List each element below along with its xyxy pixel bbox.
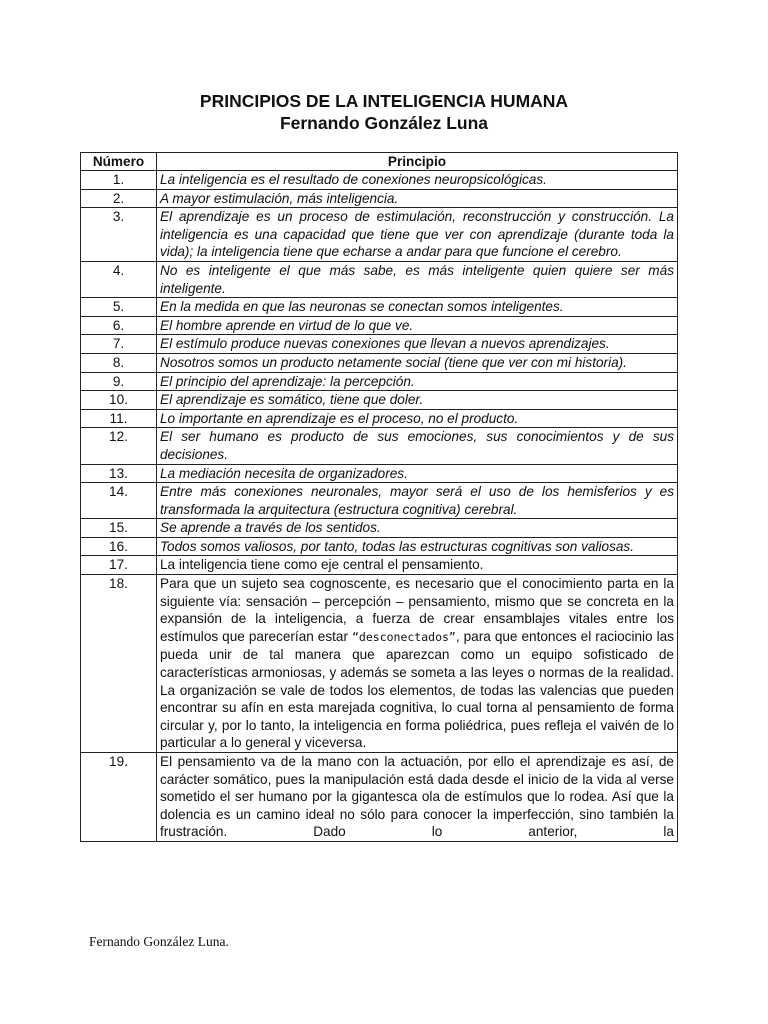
table-row [81, 298, 678, 317]
row-number: 1. [81, 171, 157, 190]
row-number: 16. [81, 537, 157, 556]
row-principle: El aprendizaje es somático, tiene que doler. [157, 391, 678, 410]
table-row [81, 483, 678, 519]
row-number: 13. [81, 464, 157, 483]
table-row [81, 409, 678, 428]
row-principle: La inteligencia es el resultado de conexiones neuropsicológicas. [157, 171, 678, 190]
row-number: 2. [81, 189, 157, 208]
row-number: 10. [81, 391, 157, 410]
row-principle-quoted: “desconectados” [352, 629, 456, 644]
row-principle: Entre más conexiones neuronales, mayor será el uso de los hemisferios y es transformada la arquitectura (estructura cognitiva) cerebral. [157, 483, 678, 519]
table-row [81, 556, 678, 575]
document-author: Fernando González Luna [279, 113, 489, 133]
row-principle: La inteligencia tiene como eje central el pensamiento. [157, 556, 678, 575]
table-row [81, 537, 678, 556]
row-number: 4. [81, 261, 157, 297]
table-row [81, 519, 678, 538]
row-number: 18. [81, 575, 157, 753]
title-block [0, 90, 768, 134]
row-principle: A mayor estimulación, más inteligencia. [157, 189, 678, 208]
table-row [81, 372, 678, 391]
header-principle: Principio [157, 153, 678, 171]
row-number: 7. [81, 335, 157, 354]
row-principle: Lo importante en aprendizaje es el proceso, no el producto. [157, 409, 678, 428]
row-principle: No es inteligente el que más sabe, es más inteligente quien quiere ser más inteligente. [157, 261, 678, 297]
principles-table [80, 152, 678, 842]
table-row [81, 316, 678, 335]
row-principle: Se aprende a través de los sentidos. [157, 519, 678, 538]
row-number: 5. [81, 298, 157, 317]
row-principle: La mediación necesita de organizadores. [157, 464, 678, 483]
row-number: 12. [81, 428, 157, 464]
row-principle: El aprendizaje es un proceso de estimulación, reconstrucción y construcción. La inteligencia es una capacidad que tiene que ver con aprendizaje (durante toda la vida); la inteligencia tiene que echarse a andar para que funcione el cerebro. [157, 208, 678, 262]
row-principle: El estímulo produce nuevas conexiones que llevan a nuevos aprendizajes. [157, 335, 678, 354]
row-principle: El principio del aprendizaje: la percepción. [157, 372, 678, 391]
row-principle-text-a: Para que un sujeto sea cognoscente, es necesario que el conocimiento parta en la siguiente vía: sensación – percepción – pensamiento, mismo que se concreta en la expansión de la inteligencia, a fuerza de crear ensamblajes vitales entre los estímulos que parecerían estar [160, 576, 674, 644]
table-row [81, 353, 678, 372]
document-title: PRINCIPIOS DE LA INTELIGENCIA HUMANA [199, 91, 569, 111]
table-row [81, 428, 678, 464]
row-principle: El pensamiento va de la mano con la actuación, por ello el aprendizaje es así, de carácter somático, pues la manipulación está dada desde el inicio de la vida al verse sometido el ser humano por la gigantesca ola de estímulos que lo rodea. Así que la dolencia es un camino ideal no sólo para conocer la imperfección, sino también la frustración. Dado lo anterior, la [157, 753, 678, 842]
table-row [81, 391, 678, 410]
table-row [81, 189, 678, 208]
row-principle [157, 575, 678, 753]
header-number: Número [81, 153, 157, 171]
row-number: 3. [81, 208, 157, 262]
row-principle: Nosotros somos un producto netamente social (tiene que ver con mi historia). [157, 353, 678, 372]
table-row [81, 208, 678, 262]
table-row [81, 464, 678, 483]
row-number: 11. [81, 409, 157, 428]
table-row [81, 261, 678, 297]
table-row [81, 575, 678, 753]
row-number: 17. [81, 556, 157, 575]
row-number: 9. [81, 372, 157, 391]
table-row [81, 171, 678, 190]
table-row [81, 753, 678, 842]
row-principle: El hombre aprende en virtud de lo que ve. [157, 316, 678, 335]
row-principle: Todos somos valiosos, por tanto, todas las estructuras cognitivas son valiosas. [157, 537, 678, 556]
row-principle: El ser humano es producto de sus emociones, sus conocimientos y de sus decisiones. [157, 428, 678, 464]
table-row [81, 335, 678, 354]
row-number: 6. [81, 316, 157, 335]
page-footer: Fernando González Luna. [89, 934, 229, 949]
table-header-row [81, 153, 678, 171]
row-number: 14. [81, 483, 157, 519]
row-number: 8. [81, 353, 157, 372]
row-principle: En la medida en que las neuronas se conectan somos inteligentes. [157, 298, 678, 317]
row-number: 15. [81, 519, 157, 538]
row-principle-text-b: , para que entonces el raciocinio las pueda unir de tal manera que aparezcan como un equipo sofisticado de características armoniosas, y además se someta a las leyes o normas de la realidad. La organización se vale de todos los elementos, de todas las valencias que pueden encontrar su afín en esta marejada cognitiva, lo cual torna al pensamiento de forma circular y, por lo tanto, la inteligencia en forma poliédrica, pues refleja el vaivén de lo particular a lo general y viceversa. [160, 628, 674, 751]
row-number: 19. [81, 753, 157, 842]
